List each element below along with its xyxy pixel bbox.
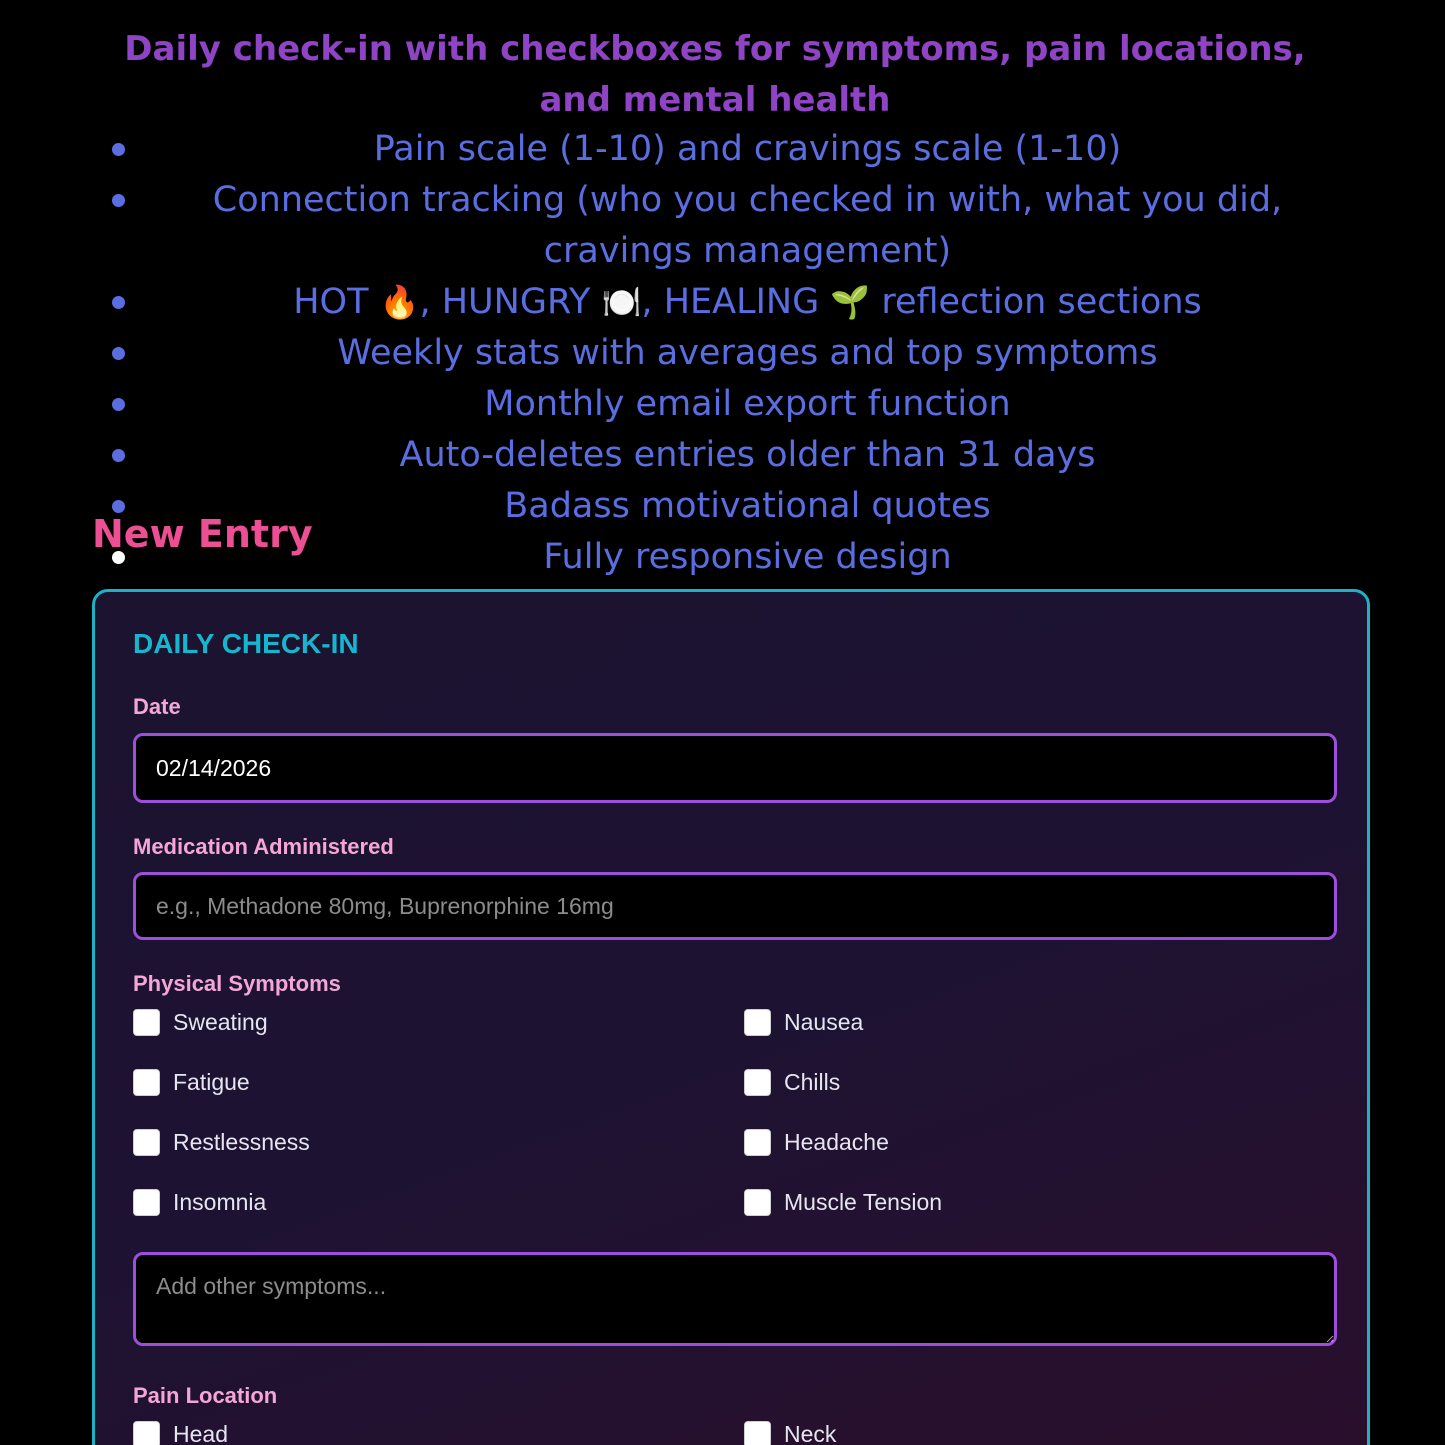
medication-label: Medication Administered — [133, 834, 394, 859]
seedling-icon: 🌱 — [830, 283, 871, 321]
feature-text: Badass motivational quotes — [504, 486, 991, 526]
bullet-icon — [112, 143, 125, 156]
checkbox[interactable] — [744, 1421, 771, 1445]
feature-item: HOT 🔥, HUNGRY 🍽️, HEALING 🌱 reflection sections — [0, 277, 1445, 328]
feature-item — [0, 124, 1445, 175]
feature-text: reflection sections — [881, 282, 1202, 322]
symptom-checkbox-restlessness[interactable] — [133, 1127, 310, 1157]
symptom-checkbox-headache[interactable] — [744, 1127, 889, 1157]
checkbox-label: Muscle Tension — [784, 1188, 943, 1215]
feature-text: Pain scale (1-10) and cravings scale (1-10) — [373, 129, 1122, 169]
checkbox[interactable] — [133, 1069, 160, 1096]
feature-text: Auto-deletes entries older than 31 days — [399, 435, 1096, 475]
feature-healing-text: HEALING — [663, 282, 820, 322]
checkbox-label: Restlessness — [173, 1128, 310, 1155]
physical-symptoms-label: Physical Symptoms — [133, 971, 341, 996]
bullet-icon — [112, 398, 125, 411]
new-entry-title: New Entry — [92, 512, 313, 556]
card-title: DAILY CHECK-IN — [133, 628, 359, 659]
feature-item — [0, 430, 1445, 481]
checkbox[interactable] — [744, 1009, 771, 1036]
checkbox-label: Fatigue — [173, 1068, 250, 1095]
symptom-checkbox-chills[interactable] — [744, 1067, 840, 1097]
feature-text: Weekly stats with averages and top symptoms — [337, 333, 1158, 373]
checkbox-label: Head — [173, 1420, 228, 1445]
checkbox[interactable] — [744, 1069, 771, 1096]
checkbox-label: Chills — [784, 1068, 841, 1095]
features-heading: Daily check-in with checkboxes for symptoms, pain locations, and mental health — [124, 29, 1306, 120]
symptom-checkbox-insomnia[interactable] — [133, 1187, 266, 1217]
other-symptoms-textarea[interactable] — [133, 1252, 1337, 1346]
feature-hungry-text: HUNGRY — [441, 282, 591, 322]
checkbox-label: Nausea — [784, 1008, 864, 1035]
daily-checkin-card — [92, 589, 1370, 1445]
checkbox-label: Insomnia — [173, 1188, 267, 1215]
fire-icon: 🔥 — [379, 283, 420, 321]
feature-text: Fully responsive design — [543, 537, 952, 577]
medication-input[interactable] — [133, 872, 1337, 940]
feature-item — [0, 379, 1445, 430]
checkbox[interactable] — [744, 1129, 771, 1156]
symptom-checkbox-sweating[interactable] — [133, 1007, 268, 1037]
checkbox[interactable] — [133, 1009, 160, 1036]
checkbox[interactable] — [133, 1129, 160, 1156]
checkbox-label: Neck — [784, 1420, 837, 1445]
bullet-icon — [112, 347, 125, 360]
symptom-checkbox-fatigue[interactable] — [133, 1067, 250, 1097]
pain-location-label: Pain Location — [133, 1383, 278, 1408]
checkbox[interactable] — [133, 1189, 160, 1216]
pain-checkbox-neck[interactable] — [744, 1419, 836, 1445]
checkbox-label: Headache — [784, 1128, 889, 1155]
date-input[interactable] — [133, 733, 1337, 803]
date-label: Date — [133, 694, 181, 719]
feature-text: Monthly email export function — [484, 384, 1011, 424]
bullet-icon — [112, 296, 125, 309]
symptom-checkbox-nausea[interactable] — [744, 1007, 863, 1037]
checkbox-label: Sweating — [173, 1008, 268, 1035]
feature-text: Connection tracking (who you checked in with, what you did, cravings management) — [212, 180, 1283, 271]
feature-item — [0, 328, 1445, 379]
bullet-icon — [112, 194, 125, 207]
plate-icon: 🍽️ — [601, 283, 642, 321]
pain-checkbox-head[interactable] — [133, 1419, 228, 1445]
feature-item — [0, 175, 1445, 277]
checkbox[interactable] — [133, 1421, 160, 1445]
symptom-checkbox-muscle-tension[interactable] — [744, 1187, 942, 1217]
checkbox[interactable] — [744, 1189, 771, 1216]
feature-hot-text: HOT — [293, 282, 369, 322]
bullet-icon — [112, 449, 125, 462]
